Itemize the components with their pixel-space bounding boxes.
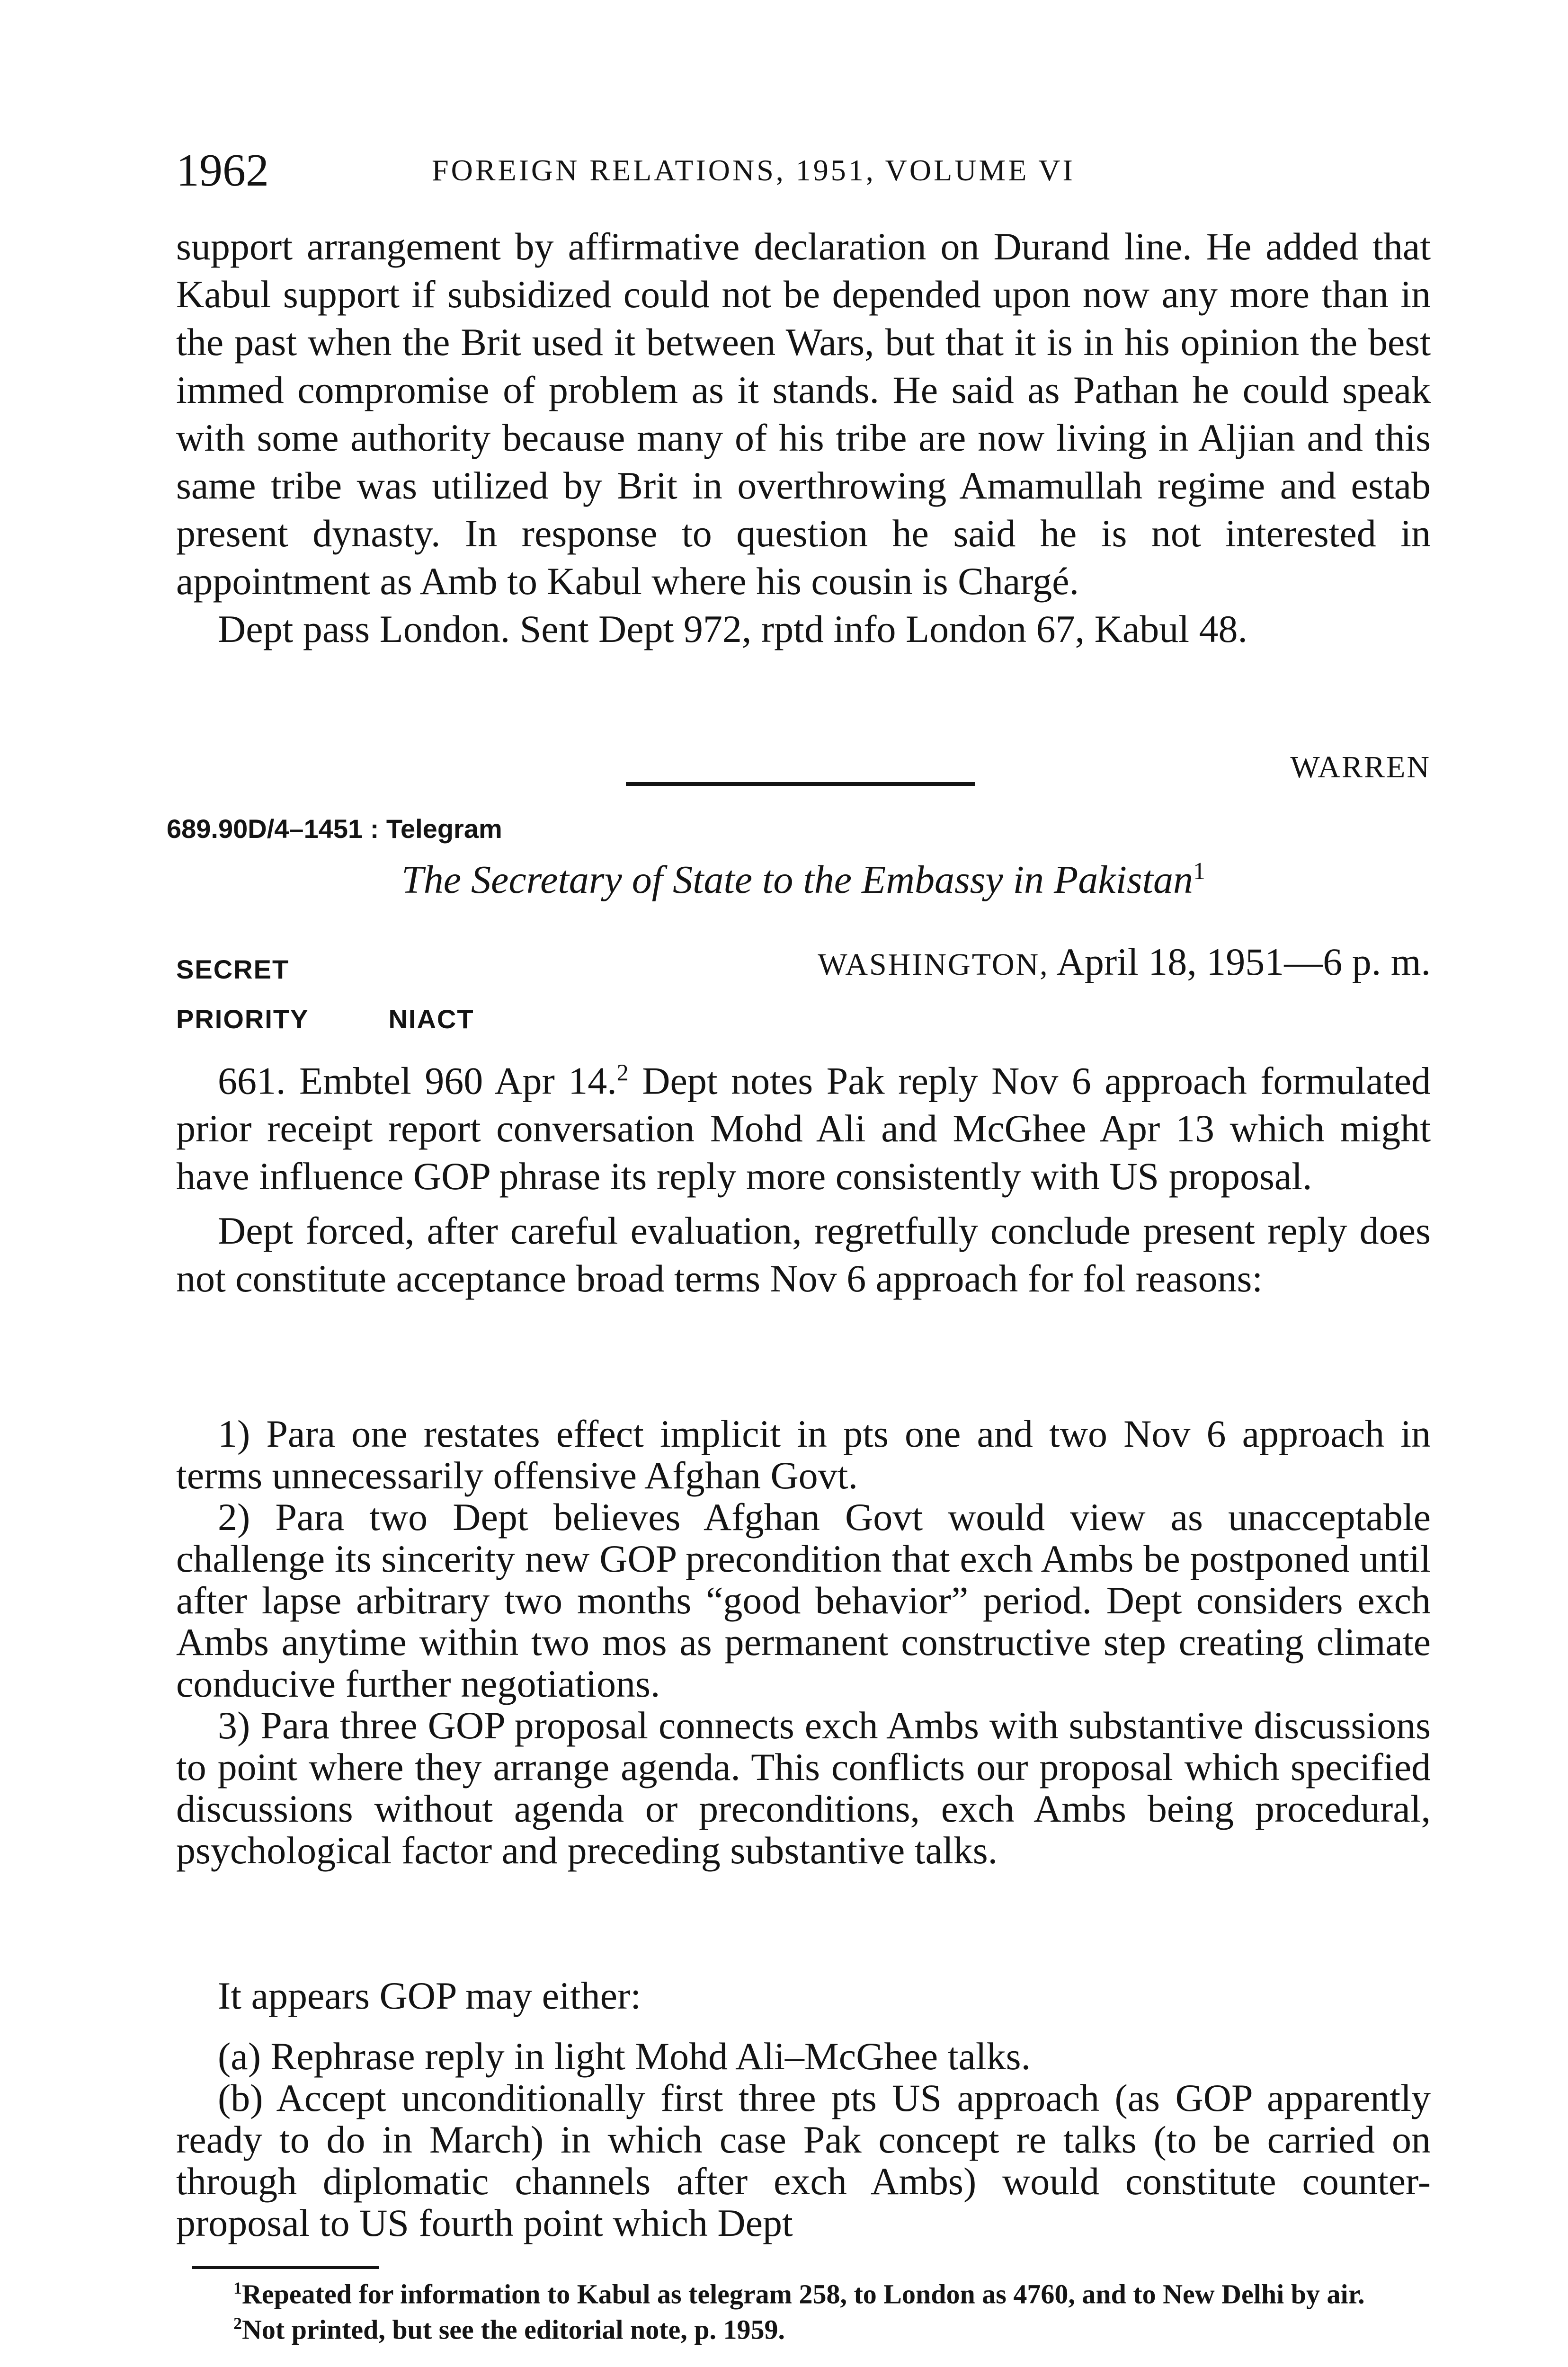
dateline-place: WASHINGTON, (818, 947, 1049, 982)
reason-item: 2) Para two Dept believes Afghan Govt would view as unacceptable challenge its sincerity new GOP precondition that exch Ambs be postponed until after lapse arbitrary two months “good behavior” period. Dept considers exch Ambs anytime within two mos as permanent constructive step creating climate conducive further negotiations. (176, 1495, 1431, 1705)
precedence-row (176, 1004, 554, 1034)
dateline (818, 940, 1431, 984)
footnote: $^1$Repeated for information to Kabul as telegram 258, to London as 4760, and to New Delhi by air. (233, 2278, 1365, 2310)
classification-row (176, 940, 1431, 992)
distribution-paragraph: Dept pass London. Sent Dept 972, rptd info London 67, Kabul 48. (218, 607, 1248, 650)
precedence: PRIORITY (176, 1004, 309, 1034)
previous-document-text (176, 222, 1431, 653)
reasons-list (176, 1413, 1431, 1871)
options-intro: It appears GOP may either: (218, 1974, 641, 2017)
niact: NIACT (388, 1004, 474, 1034)
footnote-divider (192, 2266, 379, 2269)
telegram-paragraph-2: Dept forced, after careful evaluation, regretfully conclude present reply does not constitute acceptance broad terms Nov 6 approach for fol reasons: (176, 1209, 1431, 1300)
footnotes (192, 2273, 1431, 2345)
option-item: (a) Rephrase reply in light Mohd Ali–McGhee talks. (218, 2035, 1031, 2078)
page-header (176, 144, 1431, 196)
reason-item: 3) Para three GOP proposal connects exch Ambs with substantive discussions to point where they arrange agenda. This conflicts our proposal which specified discussions without agenda or preconditions, exch Ambs being procedural, psychological factor and preceding substantive talks. (176, 1704, 1431, 1872)
file-number: 689.90D/4–1451 : Telegram (167, 814, 502, 844)
dateline-date: April 18, 1951—6 p. m. (1056, 940, 1431, 983)
document-title: The Secretary of State to the Embassy in Pakistan$^1$ (401, 858, 1205, 902)
footnote-ref-2: 2 (616, 1059, 629, 1086)
running-head: FOREIGN RELATIONS, 1951, VOLUME VI (432, 153, 1075, 187)
options-list (176, 2036, 1431, 2244)
telegram-paragraph-1: 661. Embtel 960 Apr 14.$^2$ Dept notes Pak reply Nov 6 approach formulated prior receipt report conversation Mohd Ali and McGhee Apr 13 which might have influence GOP phrase its reply more consistently with US proposal. (176, 1059, 1431, 1198)
signature: WARREN (1290, 750, 1431, 784)
section-divider (626, 782, 975, 786)
continued-paragraph: support arrangement by affirmative declaration on Durand line. He added that Kabul support if subsidized could not be depended upon now any more than in the past when the Brit used it between Wars, but that it is in his opinion the best immed compromise of problem as it stands. He said as Pathan he could speak with some authority because many of his tribe are now living in Aljian and this same tribe was utilized by Brit in overthrowing Amamullah regime and estab present dynasty. In response to question he said he is not interested in appointment as Amb to Kabul where his cousin is Chargé. (176, 225, 1431, 603)
footnote: $^2$Not printed, but see the editorial note, p. 1959. (233, 2314, 785, 2345)
telegram-text (176, 1049, 1431, 1302)
classification: SECRET (176, 954, 290, 984)
title-footnote-ref: 1 (1193, 858, 1205, 885)
reason-item: 1) Para one restates effect implicit in pts one and two Nov 6 approach in terms unnecessarily offensive Afghan Govt. (176, 1412, 1431, 1497)
page-number: 1962 (176, 145, 269, 196)
option-item: (b) Accept unconditionally first three pts US approach (as GOP apparently ready to do in March) in which case Pak concept re talks (to be carried on through diplomatic channels after exch Ambs) would constitute counter-proposal to US fourth point which Dept (176, 2076, 1431, 2244)
